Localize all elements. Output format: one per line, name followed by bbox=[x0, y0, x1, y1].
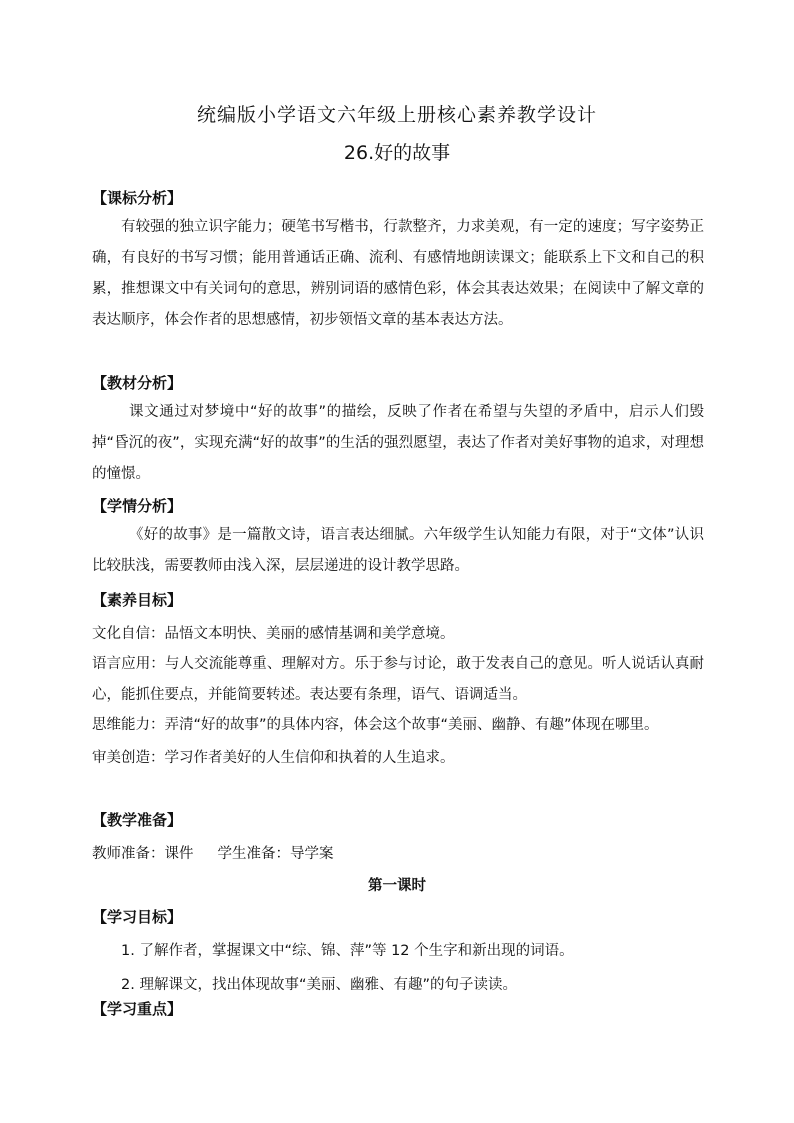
students-section bbox=[92, 494, 704, 582]
section-heading: 【教材分析】 bbox=[92, 374, 183, 392]
learning-goal-item: 2. 理解课文，找出体现故事“美丽、幽雅、有趣”的句子读读。 bbox=[121, 977, 517, 993]
student-preparation: 学生准备：导学案 bbox=[217, 846, 334, 862]
section-heading: 【学习目标】 bbox=[92, 908, 183, 926]
learning-goals-section bbox=[92, 905, 704, 997]
teacher-preparation: 教师准备：课件 bbox=[92, 846, 194, 862]
goal-culture: 文化自信：品悟文本明快、美丽的感情基调和美学意境。 bbox=[92, 626, 455, 642]
goal-aesthetic: 审美创造：学习作者美好的人生信仰和执着的人生追求。 bbox=[92, 750, 455, 766]
curriculum-text: 有较强的独立识字能力；硬笔书写楷书，行款整齐，力求美观，有一定的速度；写字姿势正确，有良好的书写习惯；能用普通话正确、流利、有感情地朗读课文；能联系上下文和自己的积累，推想课文中有关词句的意思，辨别词语的感情色彩，体会其表达效果；在阅读中了解文章的表达顺序，体会作者的思想感情，初步领悟文章的基本表达方法。 bbox=[92, 219, 704, 328]
preparation-section bbox=[92, 808, 704, 866]
textbook-section bbox=[92, 371, 704, 490]
section-heading: 【素养目标】 bbox=[92, 591, 183, 609]
lesson-one-label: 第一课时 bbox=[368, 878, 426, 894]
key-points-section bbox=[92, 997, 704, 1021]
curriculum-section bbox=[92, 186, 704, 336]
goal-thinking: 思维能力：弄清“好的故事”的具体内容，体会这个故事“美丽、幽静、有趣”体现在哪里。 bbox=[92, 717, 659, 733]
preparation-line bbox=[92, 842, 704, 866]
document-title: 统编版小学语文六年级上册核心素养教学设计 bbox=[196, 104, 597, 126]
lesson-title: 26.好的故事 bbox=[343, 142, 451, 164]
section-heading: 【学习重点】 bbox=[92, 1000, 183, 1018]
goal-language: 语言应用：与人交流能尊重、理解对方。乐于参与讨论，敢于发表自己的意见。听人说话认真耐心，能抓住要点，并能简要转述。表达要有条理，语气、语调适当。 bbox=[92, 656, 704, 703]
section-heading: 【学情分析】 bbox=[92, 497, 183, 515]
learning-goal-item: 1. 了解作者，掌握课文中“综、锦、萍”等 12 个生字和新出现的词语。 bbox=[121, 943, 574, 959]
goals-section bbox=[92, 588, 704, 770]
section-heading: 【课标分析】 bbox=[92, 189, 183, 207]
students-text: 《好的故事》是一篇散文诗，语言表达细腻。六年级学生认知能力有限，对于“文体”认识比较肤浅，需要教师由浅入深，层层递进的设计教学思路。 bbox=[92, 527, 704, 574]
section-heading: 【教学准备】 bbox=[92, 811, 183, 829]
textbook-text: 课文通过对梦境中“好的故事”的描绘，反映了作者在希望与失望的矛盾中，启示人们毁掉“昏沉的夜”，实现充满“好的故事”的生活的强烈愿望，表达了作者对美好事物的追求，对理想的憧憬。 bbox=[92, 404, 704, 482]
